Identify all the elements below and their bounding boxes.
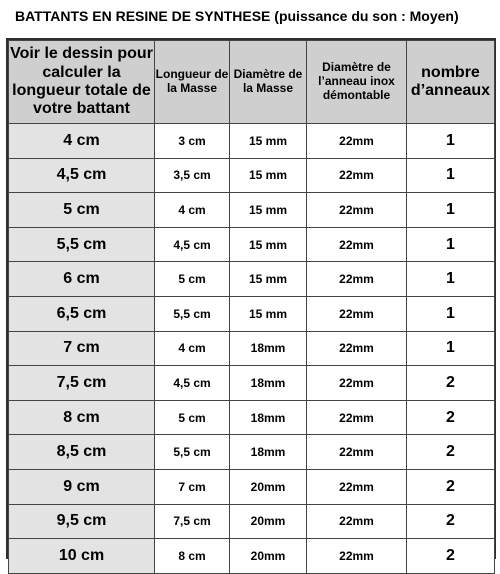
cell-total-length: 5,5 cm [9, 227, 155, 262]
table-header [9, 41, 495, 124]
cell-mass-length: 4 cm [155, 331, 230, 366]
cell-mass-length: 8 cm [155, 539, 230, 574]
table-row [9, 262, 495, 297]
cell-ring-diameter: 22mm [307, 504, 407, 539]
cell-total-length: 6,5 cm [9, 296, 155, 331]
cell-mass-diameter: 15 mm [230, 227, 307, 262]
table-row [9, 158, 495, 193]
cell-ring-diameter: 22mm [307, 193, 407, 228]
table-row [9, 469, 495, 504]
table-row [9, 539, 495, 574]
cell-ring-diameter: 22mm [307, 469, 407, 504]
table-row [9, 193, 495, 228]
cell-ring-count: 1 [407, 227, 495, 262]
cell-mass-length: 4 cm [155, 193, 230, 228]
cell-ring-diameter: 22mm [307, 227, 407, 262]
cell-ring-count: 1 [407, 331, 495, 366]
header-ring-count: nombre d’anneaux [407, 41, 495, 124]
cell-mass-length: 5,5 cm [155, 435, 230, 470]
cell-total-length: 7,5 cm [9, 366, 155, 401]
cell-total-length: 8 cm [9, 400, 155, 435]
cell-mass-diameter: 20mm [230, 504, 307, 539]
table-row [9, 124, 495, 159]
cell-ring-diameter: 22mm [307, 366, 407, 401]
header-total-length: Voir le dessin pour calculer la longueur totale de votre battant [9, 41, 155, 124]
cell-total-length: 4 cm [9, 124, 155, 159]
table-row [9, 331, 495, 366]
cell-mass-length: 4,5 cm [155, 366, 230, 401]
cell-ring-count: 1 [407, 124, 495, 159]
cell-ring-count: 2 [407, 366, 495, 401]
cell-mass-length: 3,5 cm [155, 158, 230, 193]
page-title: BATTANTS EN RESINE DE SYNTHESE (puissance du son : Moyen) [15, 8, 459, 24]
header-row [9, 41, 495, 124]
table-row [9, 504, 495, 539]
cell-mass-length: 5 cm [155, 262, 230, 297]
cell-ring-diameter: 22mm [307, 539, 407, 574]
cell-total-length: 9,5 cm [9, 504, 155, 539]
cell-ring-count: 1 [407, 193, 495, 228]
header-mass-diameter: Diamètre de la Masse [230, 41, 307, 124]
cell-ring-diameter: 22mm [307, 435, 407, 470]
cell-ring-diameter: 22mm [307, 262, 407, 297]
cell-mass-diameter: 18mm [230, 400, 307, 435]
cell-total-length: 5 cm [9, 193, 155, 228]
cell-ring-count: 1 [407, 296, 495, 331]
cell-ring-diameter: 22mm [307, 124, 407, 159]
cell-mass-diameter: 18mm [230, 331, 307, 366]
cell-mass-length: 5,5 cm [155, 296, 230, 331]
cell-ring-diameter: 22mm [307, 400, 407, 435]
table-container [6, 38, 496, 564]
cell-ring-count: 2 [407, 400, 495, 435]
cell-mass-diameter: 15 mm [230, 124, 307, 159]
table-row [9, 400, 495, 435]
cell-ring-diameter: 22mm [307, 331, 407, 366]
header-mass-length: Longueur de la Masse [155, 41, 230, 124]
cell-mass-diameter: 20mm [230, 469, 307, 504]
cell-mass-diameter: 15 mm [230, 296, 307, 331]
cell-ring-count: 2 [407, 435, 495, 470]
cell-total-length: 6 cm [9, 262, 155, 297]
spec-table [8, 40, 495, 574]
cell-ring-count: 2 [407, 469, 495, 504]
cell-total-length: 9 cm [9, 469, 155, 504]
table-row [9, 296, 495, 331]
table-row [9, 435, 495, 470]
cell-total-length: 8,5 cm [9, 435, 155, 470]
cell-ring-count: 2 [407, 504, 495, 539]
cell-mass-diameter: 18mm [230, 435, 307, 470]
cell-mass-length: 4,5 cm [155, 227, 230, 262]
cell-total-length: 7 cm [9, 331, 155, 366]
cell-ring-count: 2 [407, 539, 495, 574]
cell-mass-length: 7 cm [155, 469, 230, 504]
cell-total-length: 10 cm [9, 539, 155, 574]
cell-ring-diameter: 22mm [307, 158, 407, 193]
table-row [9, 227, 495, 262]
cell-mass-length: 7,5 cm [155, 504, 230, 539]
cell-mass-length: 3 cm [155, 124, 230, 159]
cell-mass-diameter: 18mm [230, 366, 307, 401]
cell-mass-diameter: 15 mm [230, 193, 307, 228]
cell-mass-diameter: 20mm [230, 539, 307, 574]
cell-total-length: 4,5 cm [9, 158, 155, 193]
cell-mass-diameter: 15 mm [230, 158, 307, 193]
table-row [9, 366, 495, 401]
cell-ring-count: 1 [407, 262, 495, 297]
cell-mass-length: 5 cm [155, 400, 230, 435]
header-ring-diameter: Diamètre de l’anneau inox démontable [307, 41, 407, 124]
cell-ring-count: 1 [407, 158, 495, 193]
cell-mass-diameter: 15 mm [230, 262, 307, 297]
table-body [9, 124, 495, 574]
cell-ring-diameter: 22mm [307, 296, 407, 331]
